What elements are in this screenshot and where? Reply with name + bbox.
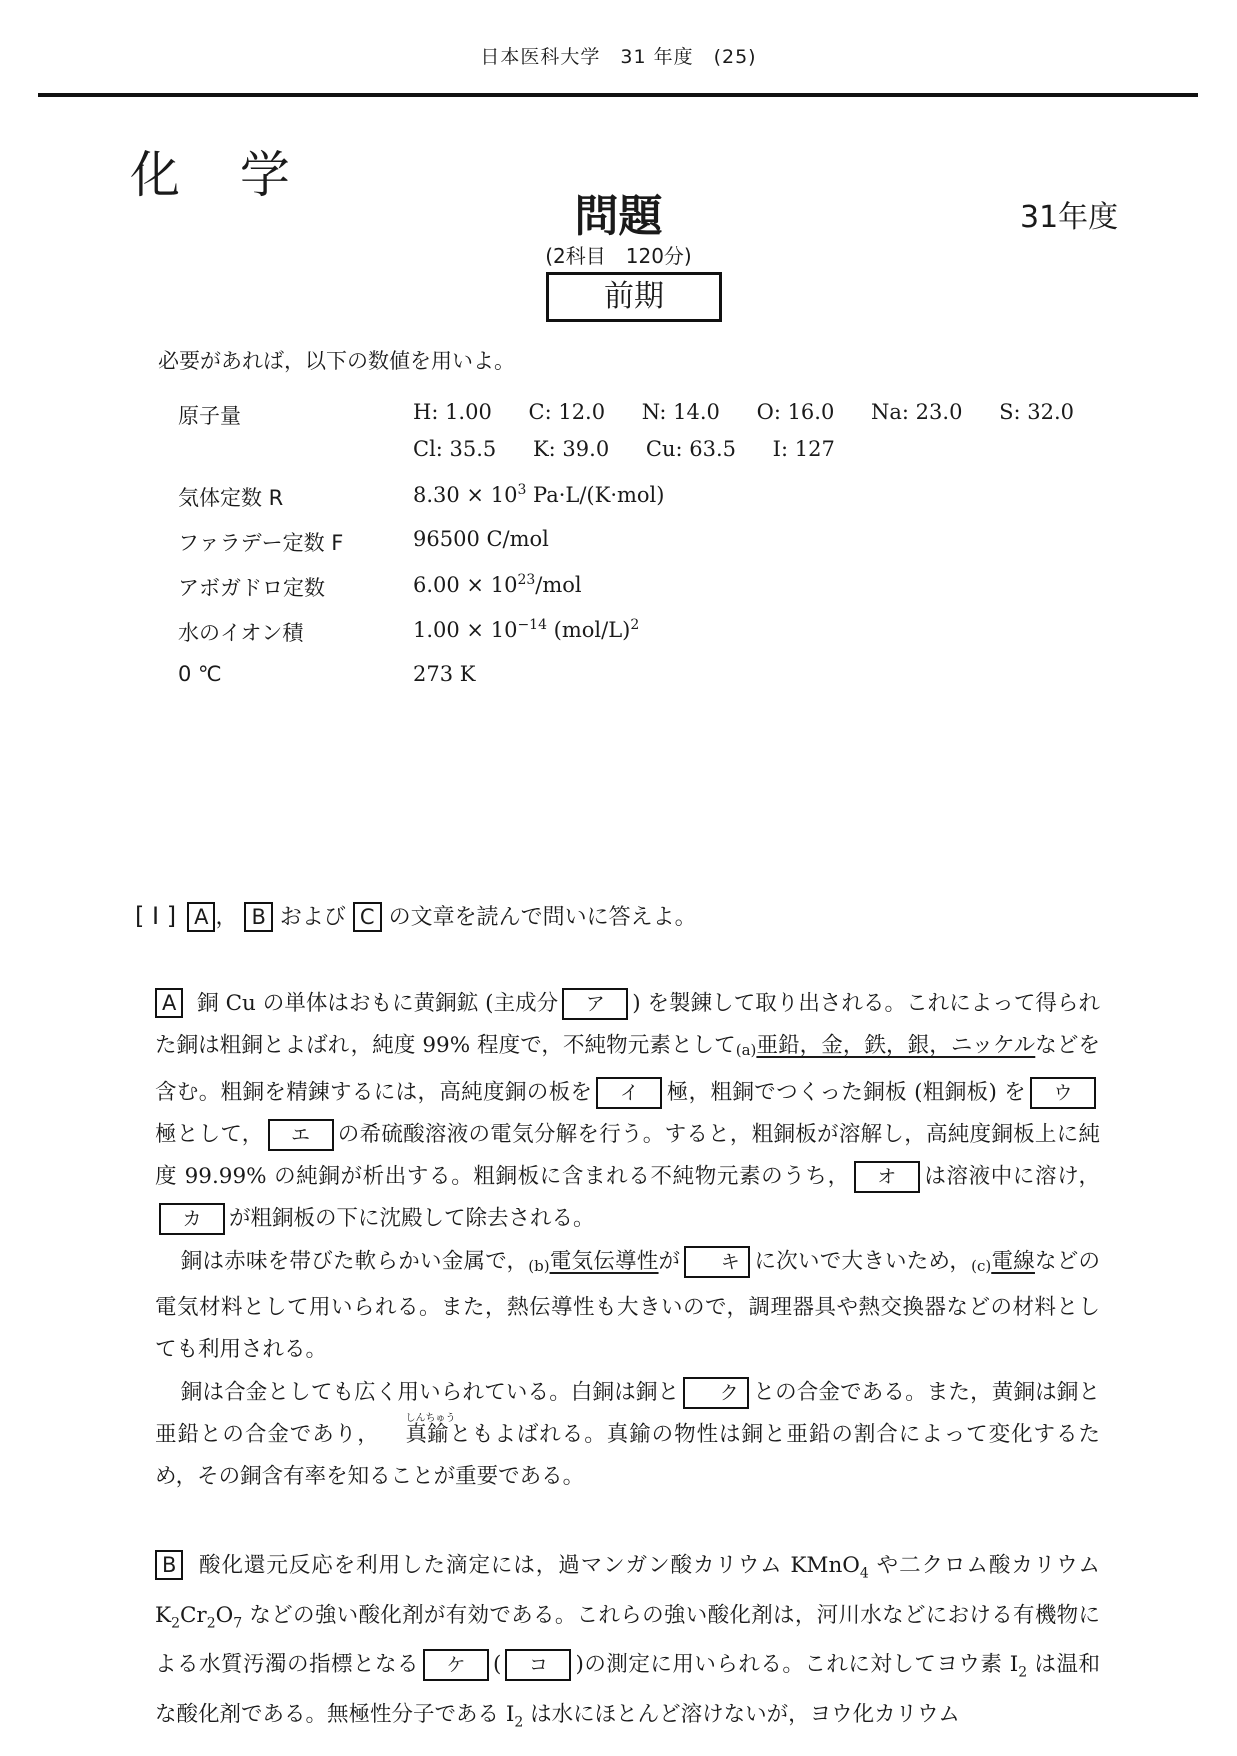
ruby-shinchu: しんちゅう 真鍮 <box>380 1414 449 1456</box>
zero-celsius-value: 273 K <box>413 662 476 686</box>
section-a <box>155 983 1100 1499</box>
marker-b: (b) <box>528 1256 550 1275</box>
section-a-paragraph-3: 銅は合金としても広く用いられている。白銅は銅と ク との合金である。また，黄銅は銅と亜鉛との合金であり， しんちゅう 真鍮ともよばれる。真鍮の物性は銅と亜鉛の割合によって変化するため，その銅含有率を知ることが重要である。 <box>155 1372 1100 1499</box>
constants-note: 必要があれば，以下の数値を用いよ。 <box>158 349 515 373</box>
exam-meta: (2科目 120分) <box>545 244 692 268</box>
section-a-label: A <box>155 988 183 1018</box>
running-header: 日本医科大学 31 年度 (25) <box>480 46 757 68</box>
blank-ko: コ <box>505 1649 571 1681</box>
marker-c: (c) <box>971 1256 992 1275</box>
question-number: [ I ] <box>135 902 177 930</box>
and-text: および <box>279 905 346 930</box>
atomic-mass-item: O: 16.0 <box>756 400 835 424</box>
atomic-mass-item: S: 32.0 <box>999 400 1075 424</box>
water-ion-value: $1.00 \times 10^{-14}$ $(mol/L)^2$ <box>413 617 640 642</box>
atomic-mass-item: I: 127 <box>772 437 835 461</box>
marker-a: (a) <box>735 1041 757 1060</box>
blank-ki: キ <box>684 1246 750 1278</box>
avogadro-value: $6.00 \times 10^{23}$/mol <box>413 572 582 597</box>
gas-constant-value: $8.30 \times 10^3$ Pa·L/(K·mol) <box>413 482 665 507</box>
blank-u: ウ <box>1030 1077 1096 1109</box>
exam-year: 31年度 <box>1020 200 1119 235</box>
section-a-paragraph-1: A 銅 Cu の単体はおもに黄銅鉱 (主成分 ア ) を製錬して取り出される。これによって得られた銅は粗銅とよばれ，純度 99% 程度で，不純物元素として(a)亜鉛，金，鉄，銀，ニッケルなどを含む。粗銅を精錬するには，高純度銅の板を イ 極，粗銅でつくった銅板 (粗銅板) を ウ極として， エ の希硫酸溶液の電気分解を行う。すると，粗銅板が溶解し，高純度銅板上に純度 99.99% の純銅が析出する。粗銅板に含まれる不純物元素のうち， オ は溶液中に溶け，カ が粗銅板の下に沈殿して除去される。 <box>155 983 1100 1241</box>
blank-o: オ <box>854 1161 920 1193</box>
atomic-mass-item: K: 39.0 <box>532 437 610 461</box>
section-b-label: B <box>155 1550 183 1580</box>
atomic-mass-item: N: 14.0 <box>641 400 720 424</box>
section-box-c: C <box>353 902 382 932</box>
atomic-masses-row2 <box>413 437 865 461</box>
section-b-paragraph-1: B 酸化還元反応を利用した滴定には，過マンガン酸カリウム KMnO$_4$ や二クロム酸カリウム $K_2Cr_2O_7$ などの強い酸化剤が有効である。これらの強い酸化剤は，河川水などにおける有機物による水質汚濁の指標となる ケ ( コ )の測定に用いられる。これに対してヨウ素 $I_2$ は温和な酸化剤である。無極性分子である $I_2$ は水にほとんど溶けないが，ヨウ化カリウム <box>155 1545 1100 1743</box>
atomic-mass-item: Cu: 63.5 <box>645 437 736 461</box>
ruby-reading: しんちゅう <box>405 1412 456 1424</box>
water-ion-label: 水のイオン積 <box>178 621 304 645</box>
subject-title: 化 学 <box>130 146 312 204</box>
header-rule <box>38 93 1198 97</box>
atomic-masses-row1 <box>413 400 1104 424</box>
blank-e: エ <box>268 1119 334 1151</box>
blank-i: イ <box>596 1077 662 1109</box>
exam-term-box: 前期 <box>546 272 722 322</box>
blank-ka: カ <box>159 1203 225 1235</box>
atomic-mass-item: H: 1.00 <box>413 400 492 424</box>
atomic-mass-item: Cl: 35.5 <box>413 437 497 461</box>
avogadro-label: アボガドロ定数 <box>178 576 325 600</box>
underline-c: 電線 <box>991 1248 1035 1274</box>
atomic-mass-item: C: 12.0 <box>528 400 606 424</box>
blank-a: ア <box>562 988 628 1020</box>
section-box-a: A <box>187 902 215 932</box>
section-box-b: B <box>244 902 272 932</box>
blank-ku: ク <box>683 1377 749 1409</box>
gas-constant-label: 気体定数 R <box>178 486 284 510</box>
atomic-mass-label: 原子量 <box>178 404 241 428</box>
blank-ke: ケ <box>423 1649 489 1681</box>
underline-a: 亜鉛，金，鉄，銀，ニッケル <box>756 1033 1036 1059</box>
underline-b: 電気伝導性 <box>549 1248 659 1274</box>
section-b <box>155 1545 1100 1743</box>
zero-celsius-label: 0 ℃ <box>178 662 222 686</box>
page-title: 問題 <box>574 191 663 242</box>
atomic-mass-item: Na: 23.0 <box>871 400 963 424</box>
section-a-paragraph-2: 銅は赤味を帯びた軟らかい金属で，(b)電気伝導性が キ に次いで大きいため，(c)電線などの電気材料として用いられる。また，熱伝導性も大きいので，調理器具や熱交換器などの材料としても利用される。 <box>155 1241 1100 1372</box>
question-instruction: の文章を読んで問いに答えよ。 <box>388 905 697 930</box>
faraday-label: ファラデー定数 F <box>178 531 344 555</box>
question-heading: [ I ] A ， B および C の文章を読んで問いに答えよ。 <box>135 902 697 930</box>
faraday-value: 96500 C/mol <box>413 527 549 551</box>
